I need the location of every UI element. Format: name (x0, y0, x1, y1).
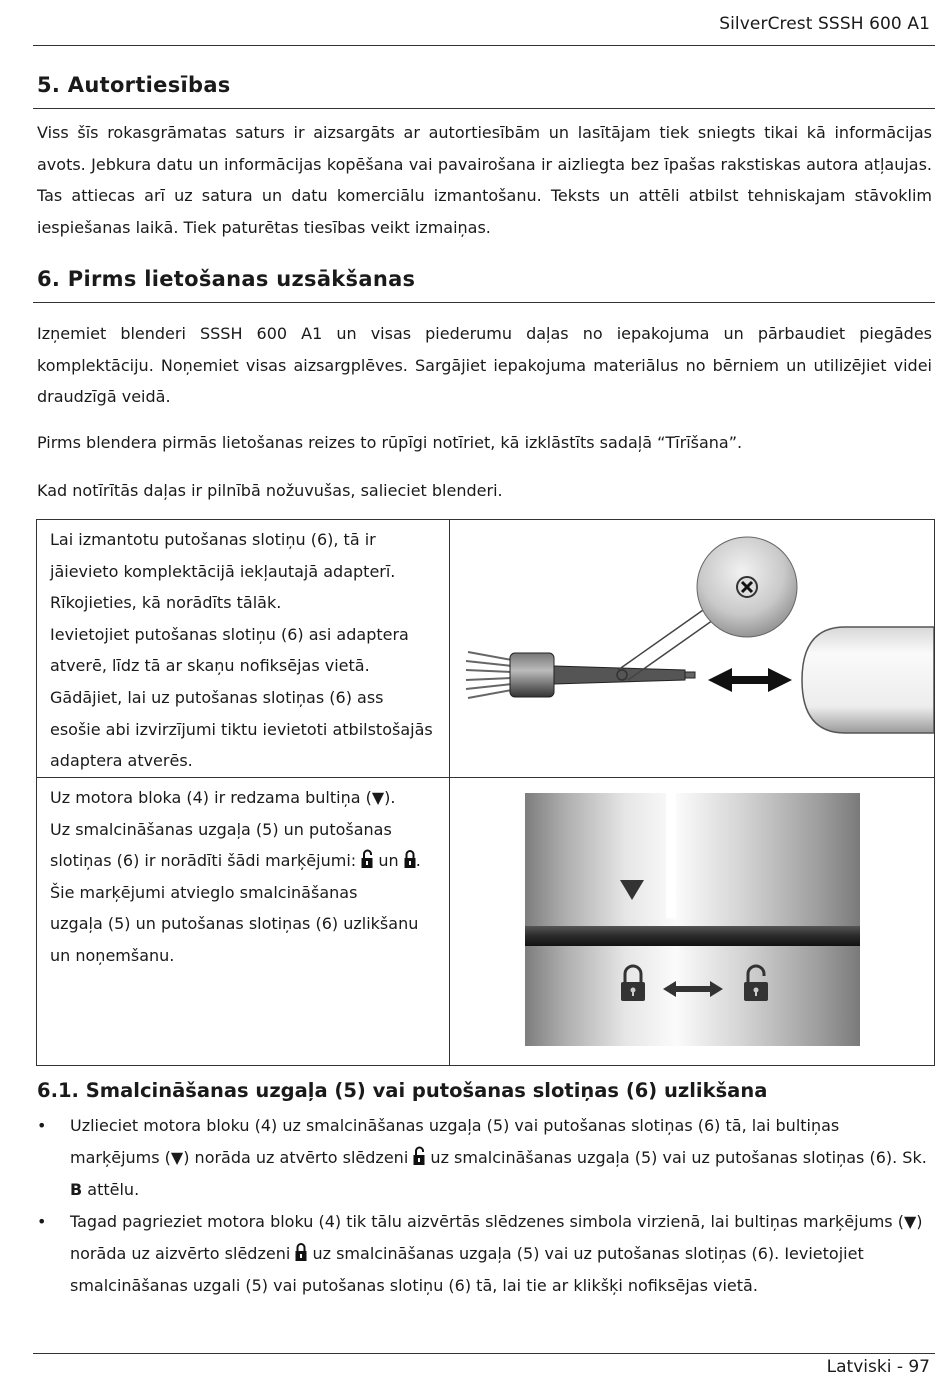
instruction-table (36, 519, 935, 1066)
table-cell-text (37, 520, 450, 778)
table-row (37, 520, 935, 778)
inline-text: Uzlieciet motora bloku (4) uz smalcināšanas uzgaļa (5) vai putošanas slotiņas (6) tā, lai bultiņas marķējums (▼) norāda uz atvērto slēdzeni (70, 1116, 840, 1167)
inline-text: uz smalcināšanas uzgaļa (5) vai uz putošanas slotiņas (6). Ievietojiet smalcināšanas uzgali (5) vai putošanas slotiņu (6) tā, lai tie ar klikšķi nofiksējas vietā. (70, 1244, 864, 1295)
list-item: Gādājiet, lai uz putošanas slotiņas (6) ass (50, 687, 384, 707)
list-item: un noņemšanu. (50, 945, 175, 965)
list-item: Ievietojiet putošanas slotiņu (6) asi adaptera (50, 624, 409, 644)
header-rule (33, 45, 935, 46)
figure-ref: B (70, 1180, 83, 1199)
footer-rule (33, 1353, 935, 1354)
list-item: jāievieto komplektācijā iekļautajā adapterī. (50, 561, 396, 581)
list-item: Uz motora bloka (4) ir redzama bultiņa (▼). (50, 788, 396, 807)
whisk-adapter-illustration (450, 520, 934, 773)
inline-text: . (415, 851, 421, 871)
section-6-paragraph-2: Pirms blendera pirmās lietošanas reizes to rūpīgi notīriet, kā izklāstīts sadaļā “Tīrīšana”. (37, 433, 743, 452)
list-item (37, 1110, 932, 1206)
section-6-heading: 6. Pirms lietošanas uzsākšanas (37, 267, 416, 291)
page-footer: Latviski - 97 (826, 1357, 930, 1377)
lock-closed-icon (295, 1242, 307, 1262)
table-cell-figure (450, 520, 935, 778)
lock-open-icon (413, 1146, 425, 1166)
list-item: atverē, līdz tā ar skaņu nofiksējas vietā. (50, 656, 370, 676)
section-6-paragraph-3: Kad notīrītās daļas ir pilnībā nožuvušas, salieciet blenderi. (37, 481, 503, 500)
inline-text: uz smalcināšanas uzgaļa (5) vai uz putošanas slotiņas (6). Sk. (425, 1148, 927, 1167)
inline-text: attēlu. (82, 1180, 140, 1199)
list-item: uzgaļa (5) un putošanas slotiņas (6) uzlikšanu (50, 914, 419, 934)
running-header: SilverCrest SSSH 600 A1 (719, 14, 930, 34)
section-6-rule (33, 302, 935, 303)
list-item: Šie marķējumi atvieglo smalcināšanas (50, 882, 358, 902)
inline-text: slotiņas (6) ir norādīti šādi marķējumi: (50, 851, 362, 871)
marking-illustration (450, 778, 934, 1061)
list-item: Rīkojieties, kā norādīts tālāk. (50, 593, 282, 613)
list-item: esošie abi izvirzījumi tiktu ievietoti atbilstošajās (50, 719, 433, 739)
list-item (37, 1206, 932, 1302)
list-item: Uz smalcināšanas uzgaļa (5) un putošanas (50, 819, 392, 839)
list-item (50, 845, 437, 877)
section-5-rule (33, 108, 935, 109)
section-5-heading: 5. Autortiesības (37, 73, 231, 97)
list-item: Lai izmantotu putošanas slotiņu (6), tā ir (50, 530, 376, 549)
section-5-text: Viss šīs rokasgrāmatas saturs ir aizsargāts ar autortiesībām un lasītājam tiek sniegts tikai kā informācijas avots. Jebkura datu un informācijas kopēšana vai pavairošana ir aizliegta bez īpašas rakstiskas autora atļaujas. Tas attiecas arī uz satura un datu komerciālu izmantošanu. Teksts un attēli atbilst tehniskajam stāvoklim iespiešanas laikā. Tiek paturētas tiesības veikt izmaiņas. (37, 123, 932, 237)
instruction-list (37, 1110, 932, 1302)
list-item: adaptera atverēs. (50, 751, 193, 771)
table-cell-text (37, 778, 450, 1066)
section-6-paragraph-1: Izņemiet blenderi SSSH 600 A1 un visas piederumu daļas no iepakojuma un pārbaudiet piegādes komplektāciju. Noņemiet visas aizsargplēves. Sargājiet iepakojuma materiālus no bērniem un utilizējiet videi draudzīgā veidā. (37, 324, 932, 406)
section-6-1-heading: 6.1. Smalcināšanas uzgaļa (5) vai putošanas slotiņas (6) uzlikšana (37, 1079, 768, 1102)
lock-closed-icon (404, 849, 416, 869)
inline-text: un (373, 851, 404, 871)
adapter-instructions (37, 520, 449, 777)
table-row (37, 778, 935, 1066)
lock-open-icon (361, 849, 373, 869)
double-arrow-icon (708, 668, 792, 692)
inline-text: Tagad pagrieziet motora bloku (4) tik tālu aizvērtās slēdzenes simbola virzienā, lai bultiņas marķējums (▼) norāda uz aizvērto slēdzeni (70, 1212, 923, 1263)
marking-instructions (37, 778, 449, 972)
table-cell-figure (450, 778, 935, 1066)
